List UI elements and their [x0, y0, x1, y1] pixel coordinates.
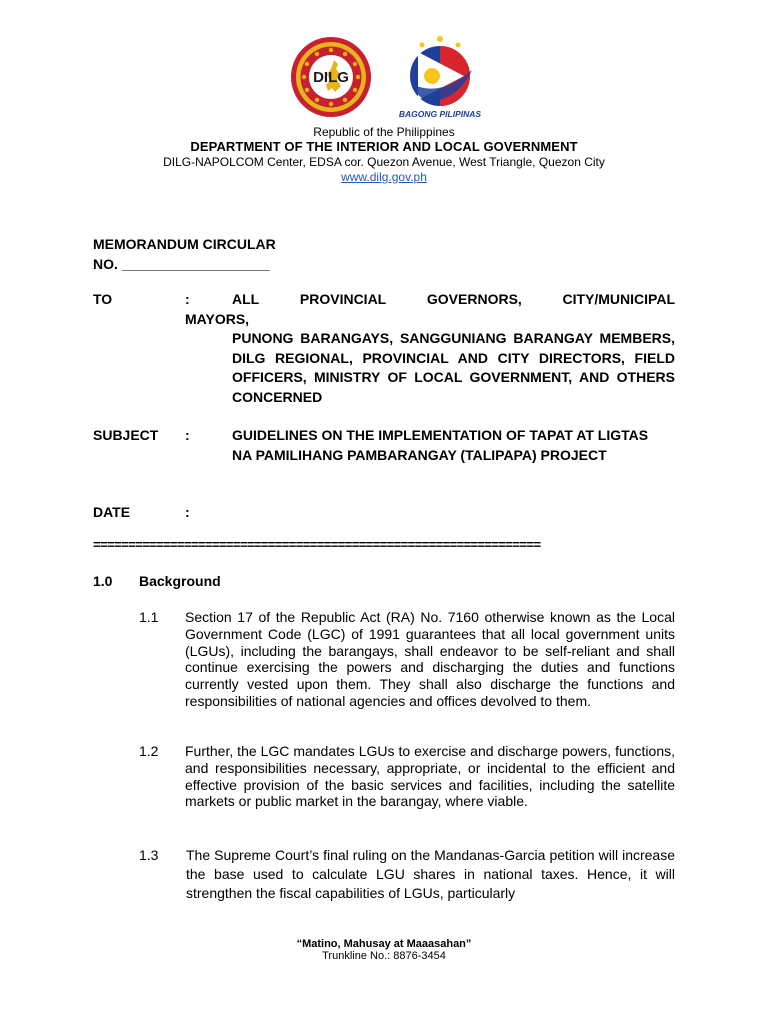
website-link[interactable]: www.dilg.gov.ph — [341, 170, 427, 184]
paragraph — [139, 846, 675, 903]
section-divider: ================================================================ — [93, 537, 541, 552]
subject-label: SUBJECT — [93, 427, 159, 443]
paragraph — [139, 609, 675, 710]
subject-field — [93, 426, 653, 465]
to-field — [93, 290, 675, 407]
to-word: CITY/MUNICIPAL — [562, 291, 675, 307]
section-heading — [93, 573, 221, 589]
memorandum-number-line: NO. ___________________ — [93, 256, 270, 272]
paragraph — [139, 743, 675, 810]
to-first-line — [232, 290, 675, 310]
date-colon: : — [185, 504, 190, 520]
to-word: PROVINCIAL — [299, 291, 387, 307]
svg-text:BAGONG PILIPINAS: BAGONG PILIPINAS — [398, 109, 482, 119]
republic-heading: Republic of the Philippines — [313, 125, 455, 139]
paragraph-number: 1.3 — [139, 847, 159, 863]
bagong-pilipinas-logo — [398, 34, 482, 120]
department-address: DILG-NAPOLCOM Center, EDSA cor. Quezon Avenue, West Triangle, Quezon City — [163, 155, 605, 169]
to-word: ALL — [232, 291, 260, 307]
svg-text:DILG: DILG — [313, 69, 349, 86]
subject-colon: : — [185, 427, 190, 443]
memorandum-circular-label: MEMORANDUM CIRCULAR — [93, 236, 276, 252]
paragraph-number: 1.1 — [139, 609, 159, 625]
paragraph-text: Further, the LGC mandates LGUs to exercise and discharge powers, functions, and responsibilities necessary, appropriate, or incidental to the efficient and effective provision of the basic services and facilities, including the satellite markets or public market in the barangay, where viable. — [185, 743, 675, 810]
footer-trunkline: Trunkline No.: 8876-3454 — [322, 950, 446, 962]
date-label: DATE — [93, 504, 131, 520]
to-colon: : — [185, 291, 190, 307]
to-word: GOVERNORS, — [426, 291, 522, 307]
to-recipients: PUNONG BARANGAYS, SANGGUNIANG BARANGAY MEMBERS, DILG REGIONAL, PROVINCIAL AND CITY DIRECTORS, FIELD OFFICERS, MINISTRY OF LOCAL GOVERNMENT, AND OTHERS CONCERNED — [232, 330, 675, 405]
paragraph-text: The Supreme Court’s final ruling on the Mandanas-Garcia petition will increase the base used to calculate LGU shares in national taxes. Hence, it will strengthen the fiscal capabilities of LGUs, particularly — [186, 847, 675, 901]
paragraph-text: Section 17 of the Republic Act (RA) No. 7160 otherwise known as the Local Government Code (LGC) of 1991 guarantees that all local government units (LGUs), including the barangays, shall endeavor to be self-reliant and shall continue exercising the powers and discharging the duties and functions currently vested upon them. They shall also discharge the functions and responsibilities of national agencies and offices devolved to them. — [185, 609, 675, 709]
department-heading: DEPARTMENT OF THE INTERIOR AND LOCAL GOVERNMENT — [190, 139, 578, 154]
section-number: 1.0 — [93, 573, 113, 589]
dilg-seal-logo — [290, 36, 372, 118]
memorandum-title — [93, 234, 276, 274]
subject-text: GUIDELINES ON THE IMPLEMENTATION OF TAPAT AT LIGTAS NA PAMILIHANG PAMBARANGAY (TALIPAPA) PROJECT — [232, 427, 649, 463]
date-field — [93, 503, 675, 523]
to-mayors: MAYORS, — [185, 310, 250, 327]
footer-motto: “Matino, Mahusay at Maaasahan” — [296, 938, 472, 950]
paragraph-number: 1.2 — [139, 743, 159, 759]
to-label: TO — [93, 291, 113, 307]
section-title: Background — [139, 573, 221, 589]
